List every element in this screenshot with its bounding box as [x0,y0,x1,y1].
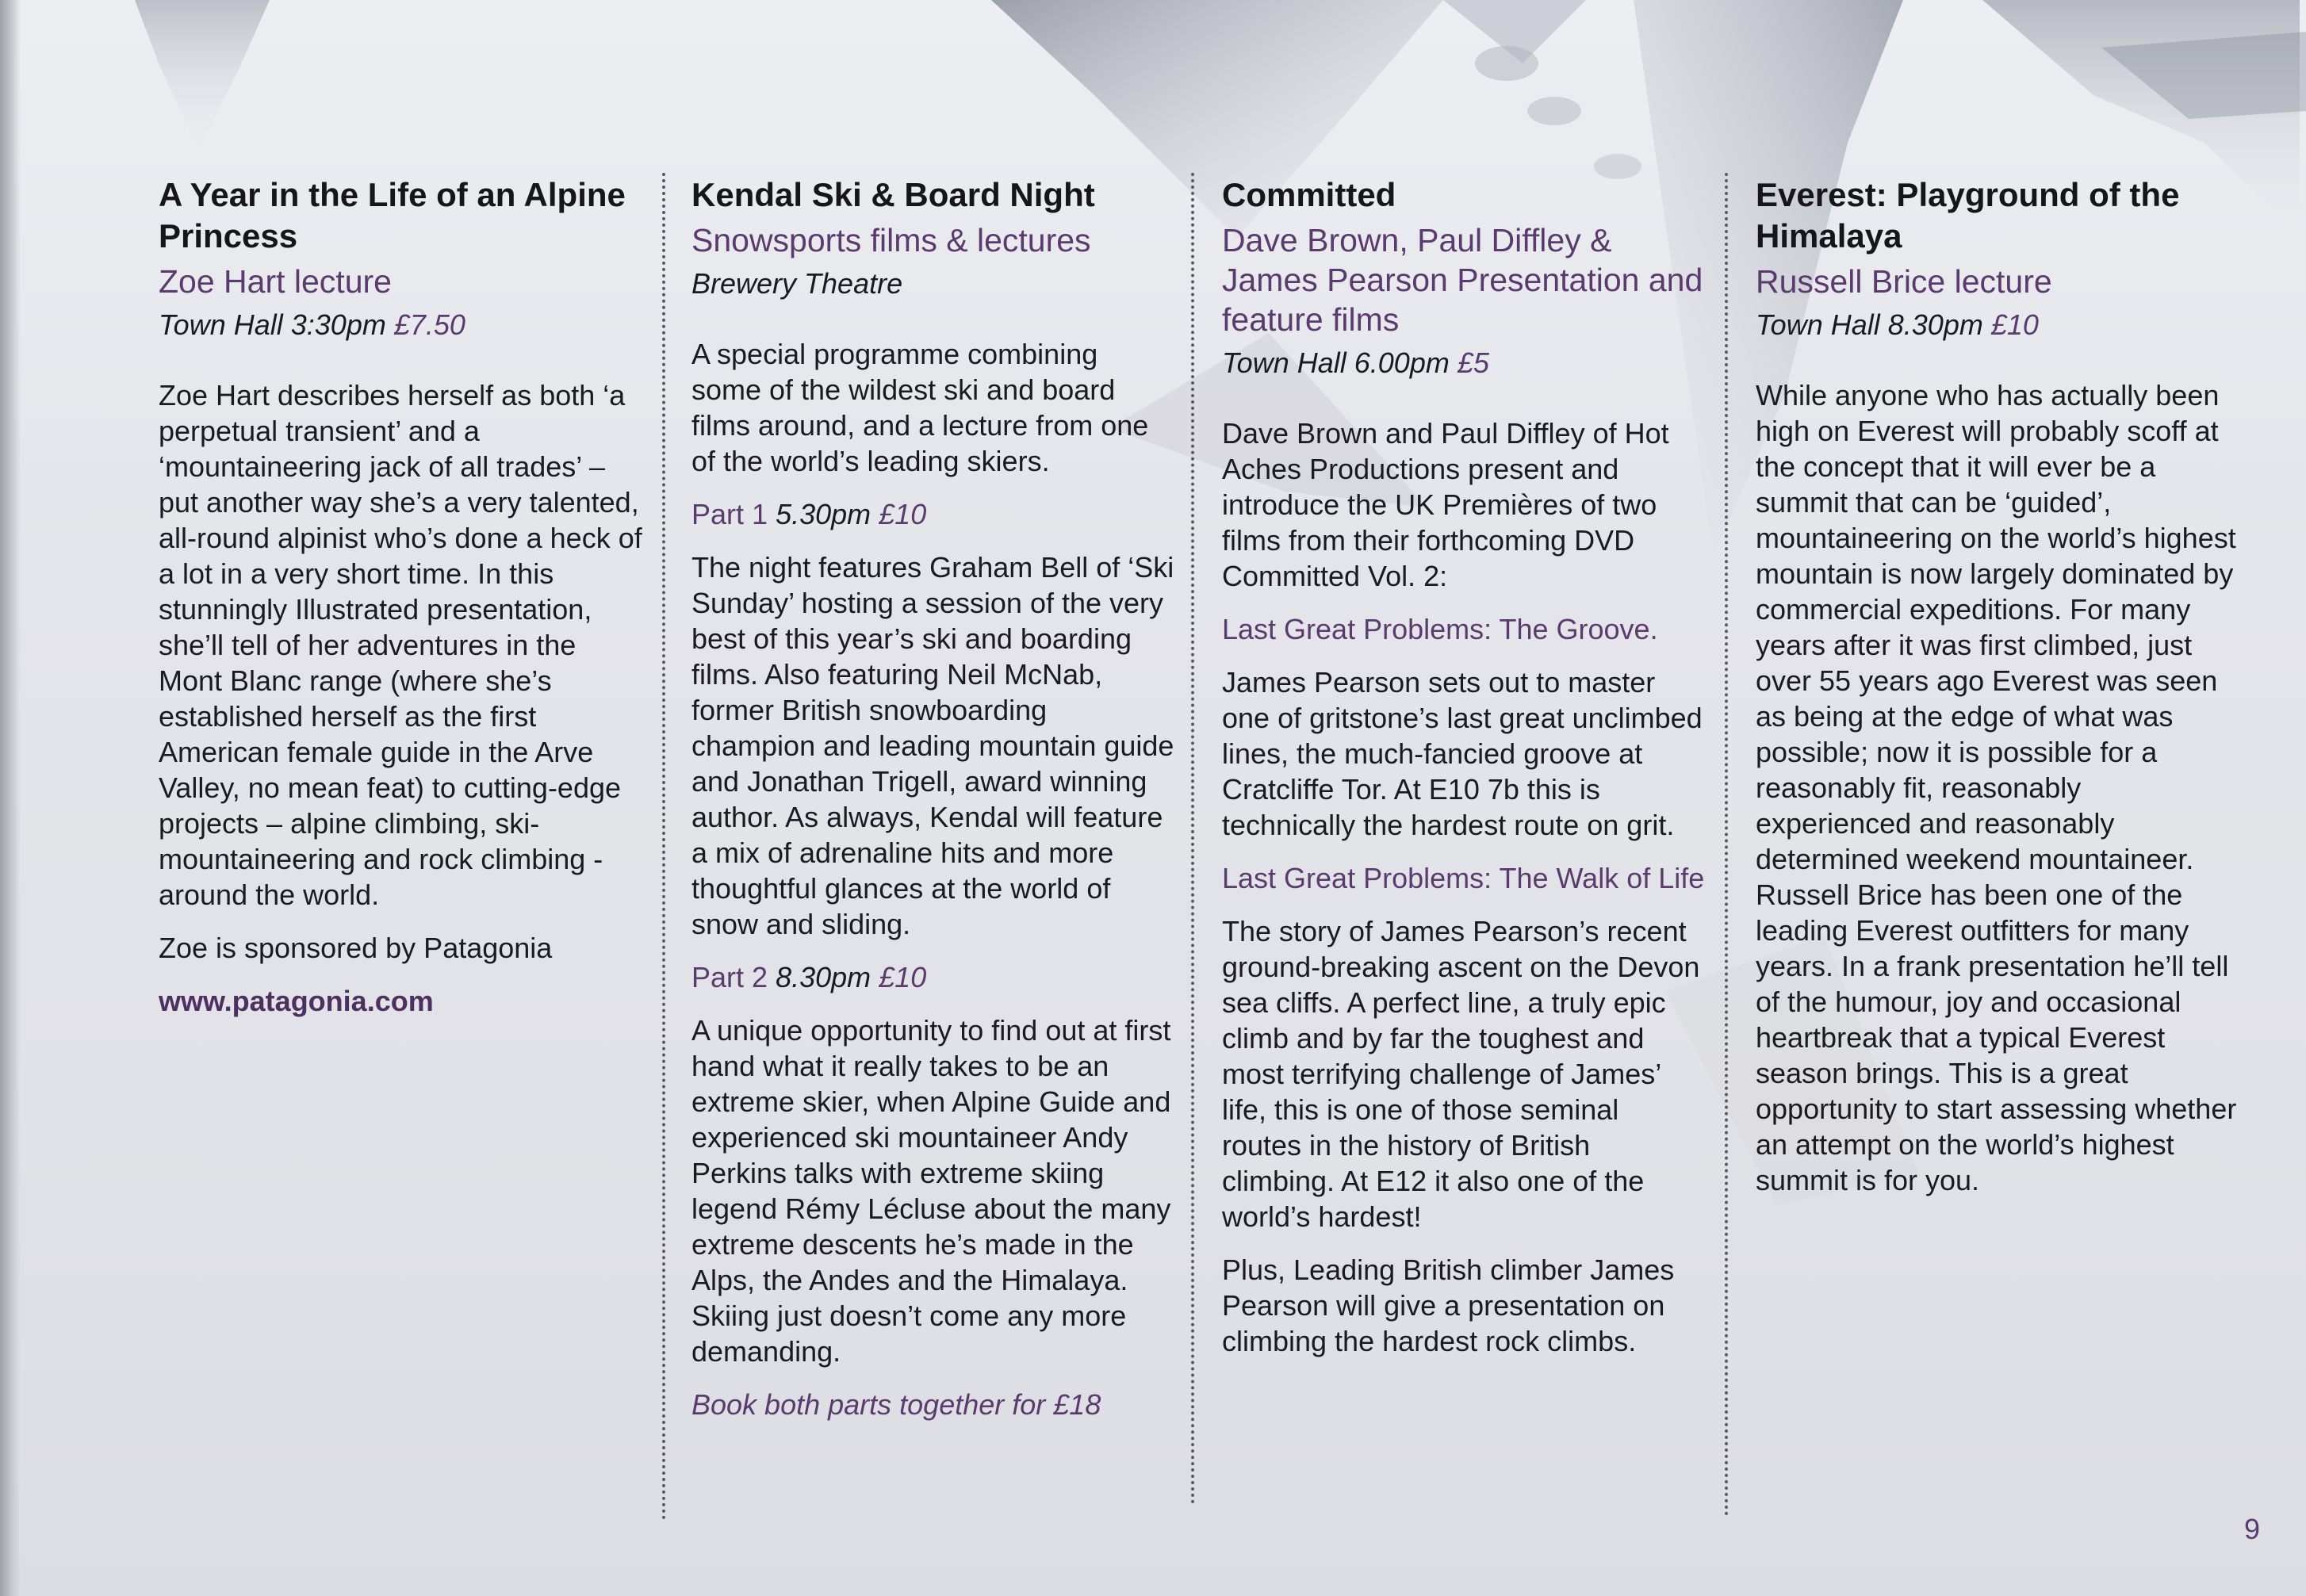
column-divider [662,173,665,1521]
part-time: 8.30pm [776,961,871,993]
event-subtitle: Dave Brown, Paul Diffley & James Pearson Presentation and feature films [1222,222,1703,338]
part-1-heading [691,496,1175,532]
event-venue [159,308,642,343]
column-divider [1191,173,1194,1505]
part-price: £10 [879,498,927,530]
event-description: Zoe Hart describes herself as both ‘a perpetual transient’ and a ‘mountaineering jack of all trades’ – put another way she’s a very talented, all-round alpinist who’s done a heck of a lot in a very short time. In this stunningly Illustrated presentation, she’ll tell of her adventures in the Mont Blanc range (where she’s established herself as the first American female guide in the Arve Valley, no mean feat) to cutting-edge projects – alpine climbing, ski-mountaineering and rock climbing - around the world. [159,379,642,911]
part-label: Part 2 [691,961,768,993]
booking-offer: Book both parts together for £18 [691,1388,1101,1421]
part-label: Part 1 [691,498,768,530]
event-subtitle: Zoe Hart lecture [159,263,392,300]
venue-time: Town Hall 3:30pm [159,308,386,341]
event-description: While anyone who has actually been high on Everest will probably scoff at the concept that it will ever be a summit that can be ‘guided’, mountaineering on the world’s highest mountain is now largely dominated by commercial expeditions. For many years after it was first climbed, just over 55 years ago Everest was seen as being at the edge of what was possible; now it is possible for a reasonably fit, reasonably experienced and reasonably determined weekend mountaineer. Russell Brice has been one of the leading Everest outfitters for many years. In a frank presentation he’ll tell of the humour, joy and occasional heartbreak that a typical Everest season brings. This is a great opportunity to start assessing whether an attempt on the world’s highest summit is for you. [1756,379,2237,1196]
venue-time: Town Hall 6.00pm [1222,346,1450,379]
event-column-everest [1756,174,2239,1198]
event-column-committed [1222,174,1706,1359]
event-outro: Plus, Leading British climber James Pearson will give a presentation on climbing the hardest rock climbs. [1222,1253,1675,1357]
event-column-ski-board-night [691,174,1175,1422]
page-number: 9 [2244,1513,2261,1545]
part-2-heading [691,959,1175,995]
event-title: A Year in the Life of an Alpine Princess [159,176,626,255]
event-title: Kendal Ski & Board Night [691,176,1095,213]
column-divider [1725,173,1728,1517]
event-price: £5 [1457,346,1489,379]
event-subtitle: Russell Brice lecture [1756,263,2052,300]
film-1-description: James Pearson sets out to master one of gritstone’s last great unclimbed lines, the much-fancied groove at Cratcliffe Tor. At E10 7b this is technically the hardest route on grit. [1222,666,1703,841]
event-venue: Brewery Theatre [691,267,903,300]
part-2-description: A unique opportunity to find out at first hand what it really takes to be an extreme skier, when Alpine Guide and experienced ski mountaineer Andy Perkins talks with extreme skiing legend Rémy Lécluse about the many extreme descents he’s made in the Alps, the Andes and the Himalaya. Skiing just doesn’t come any more demanding. [691,1014,1171,1368]
part-price: £10 [879,961,927,993]
event-column-alpine-princess [159,174,642,1019]
event-intro: A special programme combining some of the wildest ski and board films around, and a lecture from one of the world’s leading skiers. [691,338,1149,477]
event-title: Everest: Playground of the Himalaya [1756,176,2180,255]
film-2-description: The story of James Pearson’s recent ground-breaking ascent on the Devon sea cliffs. A perfect line, a truly epic climb and by far the toughest and most terrifying challenge of James’ life, this is one of those seminal routes in the history of British climbing. At E12 it also one of the world’s hardest! [1222,915,1700,1233]
event-title: Committed [1222,176,1396,213]
part-time: 5.30pm [776,498,871,530]
binding-spine [0,0,21,1596]
event-price: £7.50 [393,308,465,341]
event-subtitle: Snowsports films & lectures [691,222,1091,258]
sponsor-link[interactable]: www.patagonia.com [159,985,434,1017]
event-price: £10 [1990,308,2039,341]
sponsor-note: Zoe is sponsored by Patagonia [159,932,553,964]
event-venue [1756,308,2239,343]
event-intro: Dave Brown and Paul Diffley of Hot Aches Productions present and introduce the UK Premières of two films from their forthcoming DVD Committed Vol. 2: [1222,417,1669,592]
event-venue [1222,346,1706,381]
film-1-title: Last Great Problems: The Groove. [1222,613,1658,645]
film-2-title: Last Great Problems: The Walk of Life [1222,862,1705,894]
venue-time: Town Hall 8.30pm [1756,308,1983,341]
part-1-description: The night features Graham Bell of ‘Ski Sunday’ hosting a session of the very best of this year’s ski and boarding films. Also featuring Neil McNab, former British snowboarding champion and leading mountain guide and Jonathan Trigell, award winning author. As always, Kendal will feature a mix of adrenaline hits and more thoughtful glances at the world of snow and sliding. [691,551,1174,940]
